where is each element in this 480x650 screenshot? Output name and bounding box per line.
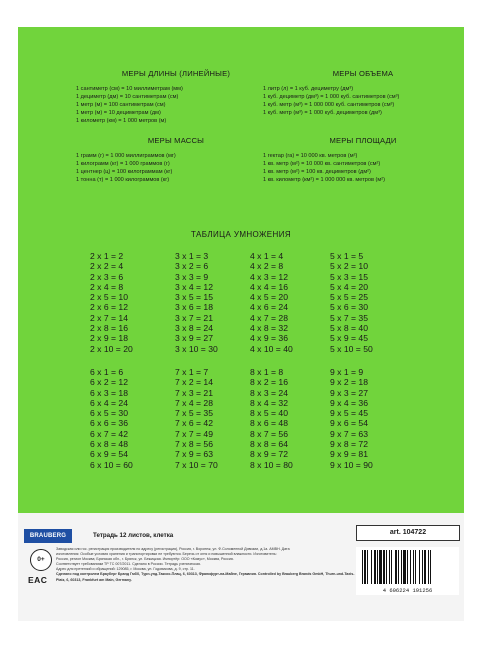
units-area-line: 1 кв. метр (м²) = 100 кв. дециметров (дм²) [263,168,371,175]
multiplication-row: 5 x 8 = 40 [330,323,368,334]
multiplication-row: 8 x 4 = 32 [250,397,288,408]
notebook-description: Тетрадь 12 листов, клетка [93,532,174,539]
units-volume-title: МЕРЫ ОБЪЕМА [332,69,394,78]
multiplication-row: 5 x 3 = 15 [330,271,368,282]
barcode-bar [428,550,429,584]
multiplication-row: 6 x 4 = 24 [90,397,128,408]
multiplication-column [250,251,340,354]
barcode-bars [356,547,459,587]
multiplication-row: 4 x 9 = 36 [250,333,288,344]
multiplication-row: 2 x 2 = 4 [90,261,124,272]
multiplication-row: 9 x 1 = 9 [330,367,364,377]
units-mass-line: 1 центнер (ц) = 100 килограммам (кг) [76,168,173,175]
multiplication-row: 8 x 10 = 80 [250,459,293,470]
multiplication-row: 2 x 6 = 12 [90,302,128,313]
multiplication-column [250,367,340,470]
notebook-cover [18,27,464,621]
barcode-bar [401,550,402,584]
units-area-line: 1 гектар (га) = 10 000 кв. метров (м²) [263,153,358,159]
units-volume-line: 1 куб. метр (м³) = 1 000 куб. дециметров (дм³) [263,109,382,116]
units-area-line: 1 кв. километр (км²) = 1 000 000 кв. метров (м²) [263,176,385,183]
units-volume-line: 1 куб. дециметр (дм³) = 1 000 куб. сантиметров (см³) [263,93,400,100]
fine-print-line: Россия, регион Москва; Брянская обл., г. Брянск, ул. Бежицкая. Импортёр: ООО «Комус», Москва, Россия. [56,557,234,562]
fine-print-line: изготовления: Особые условия хранения и транспортировки не требуются. Беречь от огня и повышенной влажности. Изготовитель: [56,552,277,557]
multiplication-row: 3 x 10 = 30 [175,343,218,354]
units-volume-line: 1 куб. метр (м³) = 1 000 000 куб. сантиметров (см³) [263,101,395,108]
units-length-line: 1 метр (м) = 10 дециметрам (дм) [76,109,161,116]
multiplication-row: 3 x 9 = 27 [175,333,213,344]
multiplication-row: 3 x 6 = 18 [175,302,213,313]
multiplication-row: 4 x 10 = 40 [250,343,293,354]
barcode-bar [422,550,423,584]
barcode-bar [398,550,399,584]
multiplication-row: 8 x 5 = 40 [250,408,288,419]
barcode-bar [419,550,420,584]
multiplication-row: 3 x 5 = 15 [175,292,213,303]
barcode-bar [383,550,385,584]
barcode-number: 4 606224 191256 [382,587,433,594]
barcode-bar [379,550,382,584]
barcode [356,547,459,595]
units-volume-line: 1 литр (л) = 1 куб. дециметру (дм³) [263,86,354,92]
units-mass-line: 1 килограмм (кг) = 1 000 граммов (г) [76,160,170,167]
barcode-bar [391,550,392,584]
multiplication-column [90,251,180,354]
multiplication-row: 6 x 10 = 60 [90,459,133,470]
multiplication-row: 3 x 2 = 6 [175,261,209,272]
multiplication-row: 5 x 10 = 50 [330,343,373,354]
multiplication-row: 5 x 7 = 35 [330,312,368,323]
multiplication-row: 6 x 5 = 30 [90,408,128,419]
units-length-line: 1 сантиметр (см) = 10 миллиметрам (мм) [76,86,183,92]
multiplication-row: 7 x 8 = 56 [175,439,213,450]
multiplication-row: 2 x 10 = 20 [90,343,133,354]
barcode-bar [364,550,366,584]
barcode-bar [389,550,390,584]
multiplication-row: 8 x 8 = 64 [250,439,288,450]
multiplication-row: 2 x 7 = 14 [90,312,128,323]
multiplication-row: 2 x 4 = 8 [90,281,124,292]
multiplication-row: 8 x 7 = 56 [250,428,288,439]
units-length-block [76,69,276,126]
units-mass-line: 1 грамм (г) = 1 000 миллиграммов (мг) [76,153,176,159]
multiplication-row: 9 x 9 = 81 [330,449,368,460]
multiplication-row: 5 x 5 = 25 [330,292,368,303]
multiplication-row: 4 x 4 = 16 [250,281,288,292]
multiplication-row: 7 x 10 = 70 [175,459,218,470]
multiplication-row: 3 x 7 = 21 [175,312,213,323]
multiplication-row: 8 x 6 = 48 [250,418,288,429]
multiplication-row: 8 x 3 = 24 [250,387,288,398]
multiplication-row: 7 x 2 = 14 [175,377,213,388]
age-rating-badge: 0+ [30,549,52,571]
multiplication-row: 9 x 6 = 54 [330,418,368,429]
units-length-line: 1 километр (км) = 1 000 метров (м) [76,117,167,124]
multiplication-column [330,367,420,470]
multiplication-row: 3 x 4 = 12 [175,281,213,292]
barcode-bar [362,550,363,584]
multiplication-row: 5 x 2 = 10 [330,261,368,272]
barcode-bar [415,550,416,584]
multiplication-row: 4 x 3 = 12 [250,271,288,282]
multiplication-row: 5 x 9 = 45 [330,333,368,344]
cover-footer [18,513,464,621]
units-mass-line: 1 тонна (т) = 1 000 килограммов (кг) [76,176,170,183]
multiplication-row: 6 x 1 = 6 [90,367,124,377]
multiplication-row: 6 x 9 = 54 [90,449,128,460]
multiplication-row: 9 x 5 = 45 [330,408,368,419]
multiplication-row: 2 x 1 = 2 [90,251,124,261]
barcode-bar [403,550,406,584]
multiplication-column [330,251,420,354]
units-mass-title: МЕРЫ МАССЫ [147,136,205,145]
barcode-bar [386,550,387,584]
barcode-bar [367,550,368,584]
eac-mark: EAC [28,575,48,585]
barcode-bar [371,550,372,584]
multiplication-row: 7 x 5 = 35 [175,408,213,419]
multiplication-row: 2 x 8 = 16 [90,323,128,334]
multiplication-row: 3 x 1 = 3 [175,251,209,261]
multiplication-title: ТАБЛИЦА УМНОЖЕНИЯ [190,230,292,239]
multiplication-row: 7 x 6 = 42 [175,418,213,429]
multiplication-row: 8 x 9 = 72 [250,449,288,460]
multiplication-row: 4 x 2 = 8 [250,261,284,272]
units-mass-block [76,136,276,185]
brand-logo: BRAUBERG [24,529,72,543]
barcode-bar [395,550,397,584]
units-length-title: МЕРЫ ДЛИНЫ (ЛИНЕЙНЫЕ) [121,69,231,78]
barcode-bar [374,550,376,584]
barcode-bar [377,550,378,584]
multiplication-row: 4 x 5 = 20 [250,292,288,303]
fine-print-line: Соответствует требованиям ТР ТС 007/2011. Сделано в России. Тетрадь ученическая. [56,562,201,567]
multiplication-row: 7 x 1 = 7 [175,367,209,377]
multiplication-row: 3 x 3 = 9 [175,271,209,282]
article-number: art. 104722 [356,525,460,541]
fine-print-controlled: Сделано под контролем Брауберг Бранд ГмбХ, Турн-унд-Таксис-Плац, 6, 60313, Франкфурт-на-Майне, Германия. Controlled by Brauberg Brands GmbH, Thurn-und-Taxis-Platz, 6, 60313, Frankfurt am Main, Germany. [56,572,355,582]
multiplication-row: 5 x 6 = 30 [330,302,368,313]
multiplication-row: 6 x 7 = 42 [90,428,128,439]
multiplication-row: 9 x 7 = 63 [330,428,368,439]
multiplication-row: 7 x 9 = 63 [175,449,213,460]
barcode-bar [410,550,411,584]
barcode-bar [430,550,431,584]
multiplication-row: 8 x 1 = 8 [250,367,284,377]
fine-print-line: Заводская или гос. регистрация производителя по адресу (регистрация), Россия, г. Воронеж, ул. Ф.Соломенной Дивизии, д.1а. АМВН. Дата [56,547,290,551]
multiplication-row: 3 x 8 = 24 [175,323,213,334]
multiplication-row: 4 x 8 = 32 [250,323,288,334]
barcode-bar [424,550,426,584]
multiplication-row: 8 x 2 = 16 [250,377,288,388]
units-area-line: 1 кв. метр (м²) = 10 000 кв. сантиметров (см²) [263,160,381,167]
multiplication-row: 2 x 3 = 6 [90,271,124,282]
multiplication-row: 7 x 3 = 21 [175,387,213,398]
multiplication-row: 2 x 5 = 10 [90,292,128,303]
units-area-block [263,136,463,185]
multiplication-row: 9 x 4 = 36 [330,397,368,408]
barcode-bar [407,550,408,584]
fine-print-line: Адрес для претензий и обращений: 129085, г. Москва, ул. Годовикова, д. 9, стр. 11. [56,567,195,572]
units-length-line: 1 метр (м) = 100 сантиметрам (см) [76,101,166,108]
multiplication-row: 5 x 4 = 20 [330,281,368,292]
units-length-line: 1 дециметр (дм) = 10 сантиметрам (см) [76,93,179,100]
fine-print [56,547,356,583]
units-volume-block [263,69,463,118]
multiplication-row: 6 x 2 = 12 [90,377,128,388]
multiplication-row: 4 x 6 = 24 [250,302,288,313]
multiplication-row: 9 x 10 = 90 [330,459,373,470]
multiplication-row: 2 x 9 = 18 [90,333,128,344]
multiplication-row: 9 x 8 = 72 [330,439,368,450]
multiplication-row: 6 x 8 = 48 [90,439,128,450]
units-area-title: МЕРЫ ПЛОЩАДИ [329,136,397,145]
multiplication-row: 7 x 7 = 49 [175,428,213,439]
multiplication-row: 6 x 6 = 36 [90,418,128,429]
multiplication-row: 4 x 1 = 4 [250,251,284,261]
multiplication-row: 6 x 3 = 18 [90,387,128,398]
multiplication-column [90,367,180,470]
barcode-bar [413,550,414,584]
multiplication-row: 9 x 2 = 18 [330,377,368,388]
multiplication-row: 5 x 1 = 5 [330,251,364,261]
multiplication-row: 4 x 7 = 28 [250,312,288,323]
multiplication-row: 7 x 4 = 28 [175,397,213,408]
multiplication-row: 9 x 3 = 27 [330,387,368,398]
